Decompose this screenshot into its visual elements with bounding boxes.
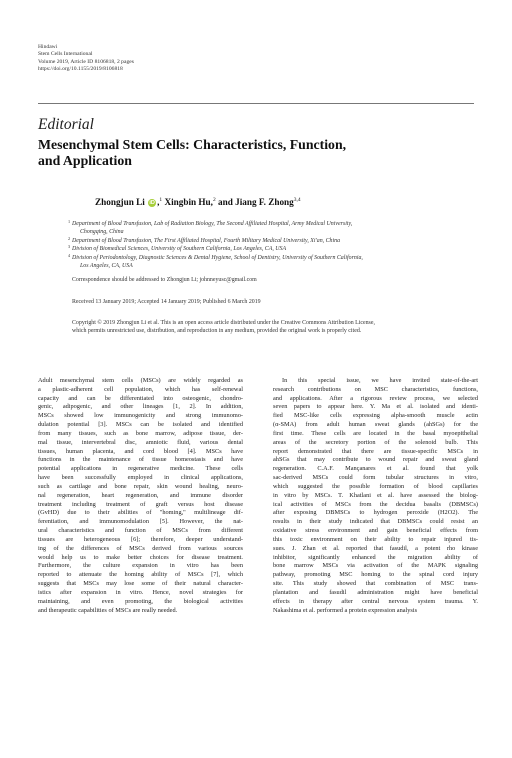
body-text-line: ing of the differences of MSCs derived from various sources — [38, 544, 243, 552]
body-column-left — [38, 377, 243, 615]
affiliations — [68, 220, 484, 270]
body-text-line: ical activities of MSCs from the decidua basalis (DBMSCs) — [273, 500, 478, 508]
article-title — [38, 137, 478, 169]
publication-dates: Received 13 January 2019; Accepted 14 January 2019; Published 6 March 2019 — [72, 299, 261, 305]
author-name: Zhongjun Li — [95, 197, 145, 208]
orcid-icon[interactable]: iD — [149, 200, 155, 207]
affiliation-item — [68, 254, 484, 271]
body-text-line: which suggested the possible formation of blood capillaries — [273, 482, 478, 490]
body-text-line: treatment including treatment of graft versus host disease — [38, 500, 243, 508]
copyright-notice — [72, 319, 490, 335]
body-text-line: istics after expansion in vitro. Hence, novel strategies for — [38, 588, 243, 596]
body-text-line: dulation potential [3]. MSCs can be isolated and identified — [38, 421, 243, 429]
affiliation-item — [68, 245, 484, 253]
author-affil-ref: 2 — [212, 197, 216, 203]
body-text-line: seven papers to appear here. Y. Ma et al. isolated and identi- — [273, 403, 478, 411]
copyright-line: Copyright © 2019 Zhongjun Li et al. This is an open access article distributed under the Creative Commons Attribution License, — [72, 320, 375, 326]
body-text-line: reported to attenuate the homing ability of MSCs [7], which — [38, 571, 243, 579]
body-text-line: and applications. After a rigorous review process, we selected — [273, 394, 478, 402]
body-text-line: tissues, human placenta, and cord blood [4]. MSCs have — [38, 447, 243, 455]
author-sep: , — [210, 197, 213, 208]
author-name: Xingbin Hu — [164, 197, 211, 208]
affiliation-text: Los Angeles, CA, USA — [80, 263, 133, 270]
body-text-line: (α-SMA) from adult human sweat glands (ahSGs) for the — [273, 421, 478, 429]
body-text-line: ferentiation, and immunomodulation [5]. However, the nat- — [38, 518, 243, 526]
body-text-line: inhibitor, significantly enhanced the migration ability of — [273, 553, 478, 561]
affiliation-index: 1 — [68, 219, 71, 224]
body-text-line: functions in the maintenance of tissue homeostasis and have — [38, 456, 243, 464]
body-text-line: would help us to make better choices for disease treatment. — [38, 553, 243, 561]
body-text-line: maintaining, and even promoting, the biological activities — [38, 597, 243, 605]
body-text-line: first time. These cells are located in the basal myoepithelial — [273, 429, 478, 437]
header-divider — [38, 103, 474, 104]
body-text-line: and therapeutic capabilities of MSCs are really needed. — [38, 606, 178, 614]
body-text-line: report demonstrated that there are tissue-specific MSCs in — [273, 447, 478, 455]
body-text-line: suggests that MSCs may lose some of their natural character- — [38, 580, 243, 588]
body-text-line: tissues are heterogeneous [6]; therefore, deeper understand- — [38, 535, 243, 543]
body-text-line: capacity and can be differentiated into osteogenic, chondro- — [38, 394, 243, 402]
body-text-line: ahSGs that may contribute to wound repair and sweat gland — [273, 456, 478, 464]
body-text-line: Nakashima et al. performed a protein expression analysis — [273, 606, 418, 614]
body-text-line: (GvHD) due to their abilities of "homing," multilineage dif- — [38, 509, 243, 517]
body-text-line: sues. J. Zhan et al. reported that fasudil, a potent rho kinase — [273, 544, 478, 552]
body-column-right — [273, 377, 478, 615]
body-text-line: in vitro by MSCs. T. Khatlani et al. have assessed the biolog- — [273, 491, 478, 499]
correspondence: Correspondence should be addressed to Zhongjun Li; johnneyusc@gmail.com — [72, 277, 257, 283]
body-text-line: plantation and fasudil administration might have beneficial — [273, 588, 478, 596]
journal-name: Stem Cells International — [38, 51, 93, 58]
author-sep: , — [157, 197, 160, 208]
body-text-line: this toxic environment on their ability to repair injured tis- — [273, 535, 478, 543]
body-text-line: research contributions on MSC characteristics, functions, — [273, 385, 478, 393]
author-name: Jiang F. Zhong — [235, 197, 294, 208]
body-text-line: ural characteristics and function of MSCs from different — [38, 527, 243, 535]
body-text-line: genic, adipogenic, and other lineages [1, 2]. In addition, — [38, 403, 243, 411]
body-text-line: a plastic-adherent cell population, which has self-renewal — [38, 385, 243, 393]
body-text-line: regeneration. C.A.F. Mançanares et al. found that yolk — [273, 465, 478, 473]
affiliation-text: Chongqing, China — [80, 229, 124, 236]
body-text-line: such as cartilage and bone repair, skin wound healing, neuro- — [38, 482, 243, 490]
affiliation-text: Division of Periodontology, Diagnostic Sciences & Dental Hygiene, School of Dentistry, University of Southern California, — [72, 254, 363, 261]
body-text-line: areas of the secretory portion of the solenoid bulb. This — [273, 438, 478, 446]
body-text-line: site. This study showed that combination of MSC trans- — [273, 580, 478, 588]
author-list — [95, 197, 301, 207]
body-text-line: potential applications in regenerative medicine. These cells — [38, 465, 243, 473]
affiliation-index: 3 — [68, 244, 71, 250]
body-text-line: In this special issue, we have invited state-of-the-art — [282, 377, 478, 384]
body-text-line: effects in therapy after central nervous system trauma. Y. — [273, 597, 478, 605]
body-text-line: nal regeneration, heart regeneration, and immune disorder — [38, 491, 243, 499]
affiliation-item — [68, 237, 484, 245]
body-text-line: fied MSC-like cells expressing alpha-smooth muscle actin — [273, 412, 478, 420]
journal-header — [38, 44, 134, 74]
copyright-line: which permits unrestricted use, distribution, and reproduction in any medium, provided the original work is properly cited. — [72, 328, 362, 335]
body-text-line: have been successfully employed in clinical applications, — [38, 474, 243, 482]
body-text-line: oxidative stress environment and gain beneficial effects from — [273, 527, 478, 535]
affiliation-item — [68, 220, 484, 237]
body-text-line: Furthermore, the culture expansion in vitro has been — [38, 562, 243, 570]
affiliation-index: 2 — [68, 235, 71, 241]
affiliation-text: Division of Biomedical Sciences, University of Southern California, Los Angeles, CA, USA — [72, 246, 287, 253]
body-text-line: after exposing DBMSCs to hydrogen peroxide (H2O2). The — [273, 509, 478, 517]
body-text-line: Adult mesenchymal stem cells (MSCs) are widely regarded as — [38, 377, 243, 384]
author-and: and — [218, 197, 233, 208]
affiliation-text: Department of Blood Transfusion, The First Affiliated Hospital, Fourth Military Medical University, Xi'an, China — [72, 237, 341, 244]
author-affil-ref: 3,4 — [293, 197, 301, 203]
body-text-line: from many tissues, such as bone marrow, adipose tissue, der- — [38, 429, 243, 437]
title-line: and Application — [38, 153, 132, 168]
body-text-line: mal tissue, intervertebral disc, amniotic fluid, various dental — [38, 438, 243, 446]
author-affil-ref: 1 — [159, 197, 163, 203]
publisher-name: Hindawi — [38, 44, 58, 50]
body-text-line: MSCs showed low immunogenicity and strong immunomo- — [38, 412, 243, 420]
body-text-line: bone marrow MSCs via activation of the MAPK signaling — [273, 562, 478, 570]
affiliation-index: 4 — [68, 252, 71, 258]
affiliation-text: Department of Blood Transfusion, Lab of Radiation Biology, The Second Affiliated Hospital, Army Medical University, — [72, 221, 353, 227]
body-text-line: results in their study indicated that DBMSCs could resist an — [273, 518, 478, 526]
title-line: Mesenchymal Stem Cells: Characteristics, Function, — [38, 137, 347, 152]
body-text-line: sac-derived MSCs could form tubular structures in vitro, — [273, 474, 478, 482]
body-text-line: pathway, promoting MSC homing to the spinal cord injury — [273, 571, 478, 579]
doi-link[interactable]: https://doi.org/10.1155/2019/8106818 — [38, 66, 123, 73]
journal-volume: Volume 2019, Article ID 8106818, 2 pages — [38, 58, 134, 65]
article-kind: Editorial — [38, 116, 94, 133]
